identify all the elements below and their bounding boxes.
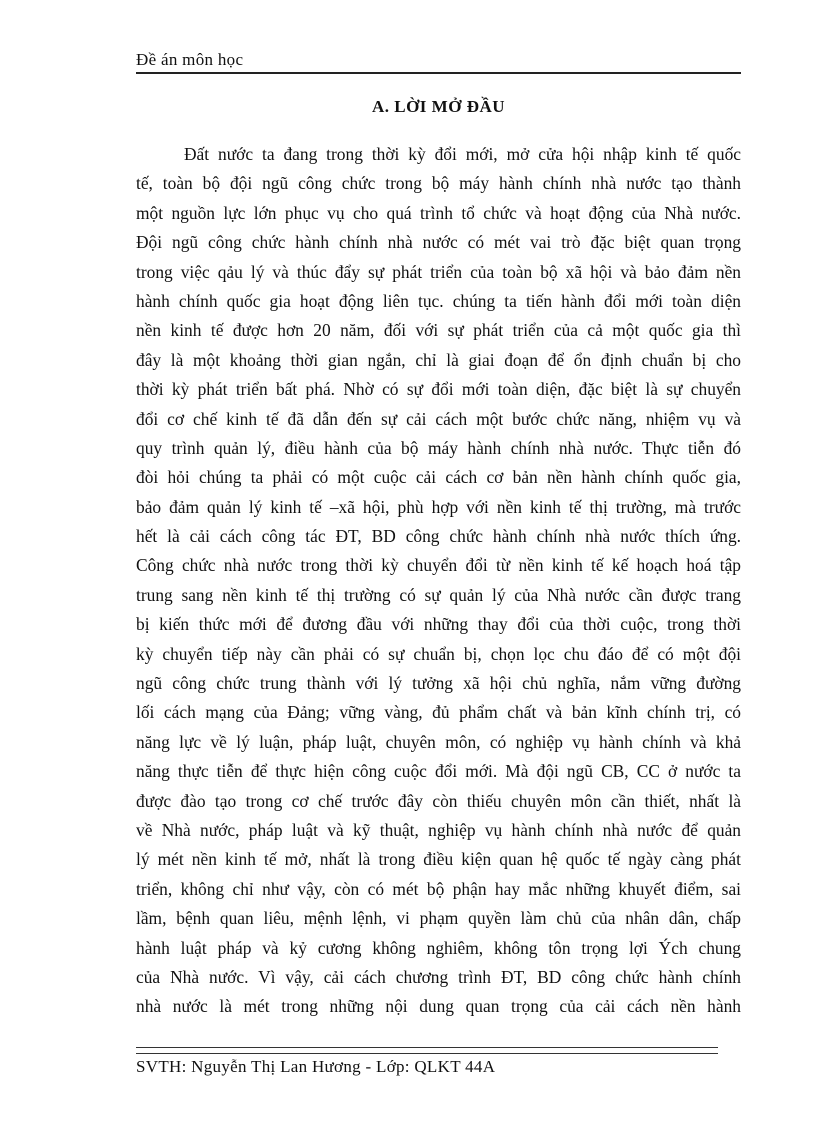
body-line: đây là một khoảng thời gian ngắn, chỉ là giai đoạn để ổn định chuẩn bị cho <box>136 349 741 370</box>
body-line: lầm, bệnh quan liêu, mệnh lệnh, vi phạm quyền làm chủ của nhân dân, chấp <box>136 908 741 929</box>
footer-divider <box>136 1047 718 1054</box>
body-line: kỳ chuyển tiếp này cần phải có sự chuẩn bị, chọn lọc chu đáo để có một đội <box>136 643 741 664</box>
body-line: ngũ công chức trung thành với lý tưởng xã hội chủ nghĩa, nắm vững đường <box>136 673 741 694</box>
body-line: triển, không chỉ như vậy, còn có mét bộ phận hay mắc những khuyết điểm, sai <box>136 878 741 899</box>
body-line: nền kinh tế được hơn 20 năm, đối với sự phát triển của cả một quốc gia thì <box>136 320 741 341</box>
body-line: hành luật pháp và kỷ cương không nghiêm, không tôn trọng lợi Ých chung <box>136 937 741 958</box>
body-line: hành chính quốc gia hoạt động liên tục. chúng ta tiến hành đổi mới toàn diện <box>136 290 741 311</box>
page-header <box>136 50 741 74</box>
body-line: Công chức nhà nước trong thời kỳ chuyển đổi từ nền kinh tế kế hoạch hoá tập <box>136 555 741 576</box>
body-line: trong việc qảu lý và thúc đẩy sự phát triển của toàn bộ xã hội và bảo đảm nền <box>136 261 741 282</box>
section-title: A. LỜI MỞ ĐẦU <box>371 97 506 116</box>
body-line: đổi cơ chế kinh tế đã dẫn đến sự cải cách một bước chức năng, nhiệm vụ và <box>136 408 741 429</box>
body-line: năng lực về lý luận, pháp luật, chuyên môn, có nghiệp vụ hành chính và khả <box>136 731 741 752</box>
body-line: bị kiến thức mới để đương đầu với những thay đổi của thời cuộc, trong thời <box>136 614 741 635</box>
body-line: một nguồn lực lớn phục vụ cho quá trình tổ chức và hoạt động của Nhà nước. <box>136 202 741 223</box>
body-line: lối cách mạng của Đảng; vững vàng, đủ phẩm chất và bản kĩnh chính trị, có <box>136 702 741 723</box>
body-line: năng thực tiễn để thực hiện công cuộc đổi mới. Mà đội ngũ CB, CC ở nước ta <box>136 761 741 782</box>
body-line: bảo đảm quản lý kinh tế –xã hội, phù hợp với nền kinh tế thị trường, mà trước <box>136 496 741 517</box>
body-line: quy trình quản lý, điều hành của bộ máy hành chính nhà nước. Thực tiễn đó <box>136 437 741 458</box>
body-line: hết là cải cách công tác ĐT, BD công chức hành chính nhà nước thích ứng. <box>136 526 741 547</box>
body-line: lý mét nền kinh tế mở, nhất là trong điều kiện quan hệ quốc tế ngày càng phát <box>136 849 741 870</box>
body-paragraph <box>136 140 741 1020</box>
body-line: thời kỳ phát triển bất phá. Nhờ có sự đổi mới toàn diện, đặc biệt là sự chuyển <box>136 379 741 400</box>
body-line: trung sang nền kinh tế thị trường có sự quản lý của Nhà nước cần được trang <box>136 584 741 605</box>
header-title: Đề án môn học <box>136 50 244 69</box>
body-line: Đội ngũ công chức hành chính nhà nước có mét vai trò đặc biệt quan trọng <box>136 232 741 253</box>
footer-author: SVTH: Nguyễn Thị Lan Hương - Lớp: QLKT 44A <box>136 1057 496 1076</box>
body-line: đòi hỏi chúng ta phải có một cuộc cải cách cơ bản nền hành chính quốc gia, <box>136 467 741 488</box>
body-line: tế, toàn bộ đội ngũ công chức trong bộ máy hành chính nhà nước tạo thành <box>136 173 741 194</box>
body-line: về Nhà nước, pháp luật và kỹ thuật, nghiệp vụ hành chính nhà nước để quản <box>136 819 741 840</box>
body-line: của Nhà nước. Vì vậy, cải cách chương trình ĐT, BD công chức hành chính <box>136 966 741 987</box>
body-line: nhà nước là mét trong những nội dung quan trọng của cải cách nền hành <box>136 996 741 1017</box>
body-line: Đất nước ta đang trong thời kỳ đổi mới, mở cửa hội nhập kinh tế quốc <box>184 144 741 164</box>
body-line: được đào tạo trong cơ chế trước đây còn thiếu chuyên môn cần thiết, nhất là <box>136 790 741 811</box>
